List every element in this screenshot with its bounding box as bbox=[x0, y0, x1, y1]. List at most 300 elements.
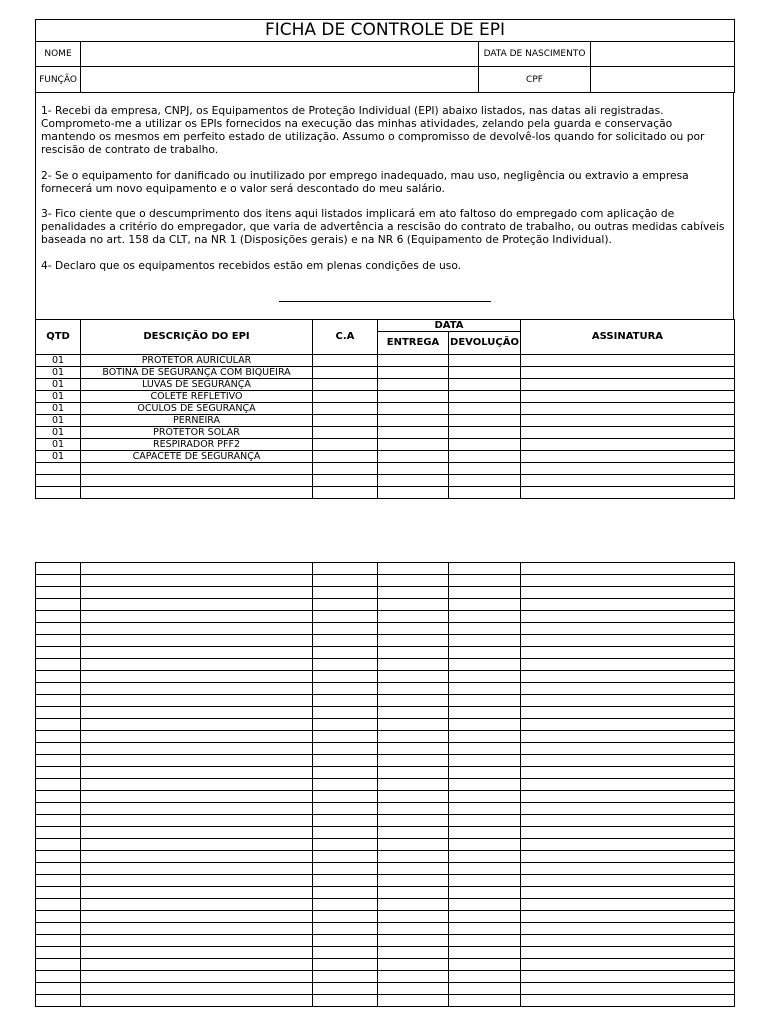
assinatura-cell[interactable] bbox=[521, 911, 735, 923]
assinatura-cell[interactable] bbox=[521, 875, 735, 887]
qtd-cell[interactable] bbox=[36, 899, 81, 911]
entrega-cell[interactable] bbox=[378, 971, 449, 983]
devolucao-cell[interactable] bbox=[449, 391, 521, 403]
descricao-cell[interactable] bbox=[81, 563, 313, 575]
devolucao-cell[interactable] bbox=[449, 355, 521, 367]
ca-cell[interactable] bbox=[313, 887, 378, 899]
entrega-cell[interactable] bbox=[378, 367, 449, 379]
descricao-cell[interactable] bbox=[81, 731, 313, 743]
entrega-cell[interactable] bbox=[378, 803, 449, 815]
entrega-cell[interactable] bbox=[378, 899, 449, 911]
qtd-cell[interactable] bbox=[36, 851, 81, 863]
cpf-field[interactable] bbox=[591, 67, 735, 93]
ca-cell[interactable] bbox=[313, 623, 378, 635]
ca-cell[interactable] bbox=[313, 463, 378, 475]
descricao-cell[interactable] bbox=[81, 487, 313, 499]
qtd-cell[interactable] bbox=[36, 575, 81, 587]
nome-field[interactable] bbox=[81, 42, 479, 67]
ca-cell[interactable] bbox=[313, 983, 378, 995]
devolucao-cell[interactable] bbox=[449, 587, 521, 599]
assinatura-cell[interactable] bbox=[521, 391, 735, 403]
devolucao-cell[interactable] bbox=[449, 623, 521, 635]
qtd-cell[interactable] bbox=[36, 487, 81, 499]
descricao-cell[interactable] bbox=[81, 827, 313, 839]
entrega-cell[interactable] bbox=[378, 599, 449, 611]
ca-cell[interactable] bbox=[313, 839, 378, 851]
ca-cell[interactable] bbox=[313, 451, 378, 463]
entrega-cell[interactable] bbox=[378, 451, 449, 463]
entrega-cell[interactable] bbox=[378, 887, 449, 899]
entrega-cell[interactable] bbox=[378, 851, 449, 863]
ca-cell[interactable] bbox=[313, 851, 378, 863]
assinatura-cell[interactable] bbox=[521, 827, 735, 839]
table-row bbox=[36, 899, 735, 911]
qtd-cell[interactable] bbox=[36, 731, 81, 743]
qtd-cell[interactable] bbox=[36, 563, 81, 575]
qtd-cell[interactable] bbox=[36, 887, 81, 899]
assinatura-cell[interactable] bbox=[521, 647, 735, 659]
qtd-cell[interactable] bbox=[36, 683, 81, 695]
descricao-cell[interactable] bbox=[81, 743, 313, 755]
entrega-cell[interactable] bbox=[378, 463, 449, 475]
entrega-cell[interactable] bbox=[378, 731, 449, 743]
qtd-cell: 01 bbox=[36, 367, 81, 379]
entrega-cell[interactable] bbox=[378, 355, 449, 367]
assinatura-cell[interactable] bbox=[521, 439, 735, 451]
entrega-cell[interactable] bbox=[378, 839, 449, 851]
assinatura-cell[interactable] bbox=[521, 611, 735, 623]
descricao-cell: LUVAS DE SEGURANÇA bbox=[81, 379, 313, 391]
descricao-cell[interactable] bbox=[81, 755, 313, 767]
table-row bbox=[36, 959, 735, 971]
table-row bbox=[36, 563, 735, 575]
assinatura-cell[interactable] bbox=[521, 463, 735, 475]
ca-cell[interactable] bbox=[313, 379, 378, 391]
assinatura-cell[interactable] bbox=[521, 487, 735, 499]
qtd-cell[interactable] bbox=[36, 959, 81, 971]
entrega-cell[interactable] bbox=[378, 743, 449, 755]
assinatura-cell[interactable] bbox=[521, 659, 735, 671]
qtd-cell: 01 bbox=[36, 391, 81, 403]
descricao-cell[interactable] bbox=[81, 599, 313, 611]
entrega-cell[interactable] bbox=[378, 635, 449, 647]
assinatura-cell[interactable] bbox=[521, 367, 735, 379]
assinatura-cell[interactable] bbox=[521, 947, 735, 959]
devolucao-cell[interactable] bbox=[449, 487, 521, 499]
descricao-cell[interactable] bbox=[81, 971, 313, 983]
devolucao-cell[interactable] bbox=[449, 695, 521, 707]
ca-cell[interactable] bbox=[313, 827, 378, 839]
devolucao-cell[interactable] bbox=[449, 367, 521, 379]
qtd-cell[interactable] bbox=[36, 475, 81, 487]
devolucao-cell[interactable] bbox=[449, 863, 521, 875]
qtd-cell[interactable] bbox=[36, 719, 81, 731]
entrega-cell[interactable] bbox=[378, 695, 449, 707]
assinatura-cell[interactable] bbox=[521, 959, 735, 971]
entrega-cell[interactable] bbox=[378, 563, 449, 575]
ca-cell[interactable] bbox=[313, 755, 378, 767]
assinatura-cell[interactable] bbox=[521, 791, 735, 803]
entrega-cell[interactable] bbox=[378, 623, 449, 635]
descricao-cell[interactable] bbox=[81, 995, 313, 1007]
qtd-cell[interactable] bbox=[36, 779, 81, 791]
descricao-cell[interactable] bbox=[81, 959, 313, 971]
qtd-cell[interactable] bbox=[36, 647, 81, 659]
devolucao-cell[interactable] bbox=[449, 947, 521, 959]
ca-cell[interactable] bbox=[313, 791, 378, 803]
devolucao-cell[interactable] bbox=[449, 719, 521, 731]
assinatura-cell[interactable] bbox=[521, 403, 735, 415]
devolucao-cell[interactable] bbox=[449, 563, 521, 575]
entrega-cell[interactable] bbox=[378, 983, 449, 995]
ca-cell[interactable] bbox=[313, 767, 378, 779]
ca-cell[interactable] bbox=[313, 635, 378, 647]
ca-cell[interactable] bbox=[313, 563, 378, 575]
ca-cell[interactable] bbox=[313, 803, 378, 815]
qtd-cell[interactable] bbox=[36, 803, 81, 815]
qtd-cell[interactable] bbox=[36, 695, 81, 707]
qtd-cell[interactable] bbox=[36, 827, 81, 839]
ca-cell[interactable] bbox=[313, 355, 378, 367]
devolucao-cell[interactable] bbox=[449, 767, 521, 779]
assinatura-cell[interactable] bbox=[521, 707, 735, 719]
entrega-cell[interactable] bbox=[378, 487, 449, 499]
ca-cell[interactable] bbox=[313, 959, 378, 971]
devolucao-cell[interactable] bbox=[449, 995, 521, 1007]
devolucao-cell[interactable] bbox=[449, 983, 521, 995]
devolucao-cell[interactable] bbox=[449, 875, 521, 887]
ca-cell[interactable] bbox=[313, 403, 378, 415]
ca-cell[interactable] bbox=[313, 935, 378, 947]
entrega-cell[interactable] bbox=[378, 647, 449, 659]
ca-cell[interactable] bbox=[313, 683, 378, 695]
assinatura-cell[interactable] bbox=[521, 475, 735, 487]
assinatura-cell[interactable] bbox=[521, 923, 735, 935]
devolucao-cell[interactable] bbox=[449, 671, 521, 683]
devolucao-cell[interactable] bbox=[449, 935, 521, 947]
assinatura-cell[interactable] bbox=[521, 599, 735, 611]
assinatura-cell[interactable] bbox=[521, 851, 735, 863]
descricao-cell[interactable] bbox=[81, 635, 313, 647]
entrega-cell[interactable] bbox=[378, 923, 449, 935]
descricao-cell[interactable] bbox=[81, 719, 313, 731]
devolucao-cell[interactable] bbox=[449, 439, 521, 451]
descricao-cell[interactable] bbox=[81, 815, 313, 827]
devolucao-cell[interactable] bbox=[449, 815, 521, 827]
descricao-cell: RESPIRADOR PFF2 bbox=[81, 439, 313, 451]
ca-cell[interactable] bbox=[313, 487, 378, 499]
devolucao-cell[interactable] bbox=[449, 755, 521, 767]
entrega-cell[interactable] bbox=[378, 947, 449, 959]
devolucao-cell[interactable] bbox=[449, 683, 521, 695]
ca-cell[interactable] bbox=[313, 599, 378, 611]
assinatura-cell[interactable] bbox=[521, 755, 735, 767]
descricao-cell[interactable] bbox=[81, 791, 313, 803]
ca-cell[interactable] bbox=[313, 427, 378, 439]
assinatura-cell[interactable] bbox=[521, 635, 735, 647]
qtd-cell[interactable] bbox=[36, 623, 81, 635]
qtd-cell[interactable] bbox=[36, 599, 81, 611]
descricao-cell[interactable] bbox=[81, 779, 313, 791]
assinatura-cell[interactable] bbox=[521, 575, 735, 587]
qtd-cell[interactable] bbox=[36, 839, 81, 851]
descricao-cell[interactable] bbox=[81, 575, 313, 587]
qtd-cell[interactable] bbox=[36, 463, 81, 475]
descricao-cell[interactable] bbox=[81, 647, 313, 659]
ca-cell[interactable] bbox=[313, 875, 378, 887]
descricao-cell[interactable] bbox=[81, 899, 313, 911]
qtd-cell: 01 bbox=[36, 403, 81, 415]
descricao-cell[interactable] bbox=[81, 683, 313, 695]
entrega-cell[interactable] bbox=[378, 587, 449, 599]
ca-cell[interactable] bbox=[313, 611, 378, 623]
ca-cell[interactable] bbox=[313, 439, 378, 451]
signature-line[interactable] bbox=[279, 301, 491, 302]
entrega-cell[interactable] bbox=[378, 779, 449, 791]
form-title: FICHA DE CONTROLE DE EPI bbox=[36, 20, 735, 42]
descricao-cell[interactable] bbox=[81, 707, 313, 719]
devolucao-cell[interactable] bbox=[449, 451, 521, 463]
devolucao-cell[interactable] bbox=[449, 971, 521, 983]
entrega-cell[interactable] bbox=[378, 415, 449, 427]
descricao-cell[interactable] bbox=[81, 983, 313, 995]
qtd-cell[interactable] bbox=[36, 863, 81, 875]
entrega-cell[interactable] bbox=[378, 755, 449, 767]
descricao-cell[interactable] bbox=[81, 659, 313, 671]
devolucao-cell[interactable] bbox=[449, 959, 521, 971]
devolucao-cell[interactable] bbox=[449, 743, 521, 755]
ca-cell[interactable] bbox=[313, 947, 378, 959]
ca-cell[interactable] bbox=[313, 707, 378, 719]
assinatura-cell[interactable] bbox=[521, 935, 735, 947]
ca-cell[interactable] bbox=[313, 743, 378, 755]
table-row bbox=[36, 671, 735, 683]
assinatura-cell[interactable] bbox=[521, 779, 735, 791]
descricao-cell[interactable] bbox=[81, 767, 313, 779]
assinatura-cell[interactable] bbox=[521, 563, 735, 575]
devolucao-cell[interactable] bbox=[449, 839, 521, 851]
ca-cell[interactable] bbox=[313, 911, 378, 923]
assinatura-cell[interactable] bbox=[521, 767, 735, 779]
descricao-cell[interactable] bbox=[81, 671, 313, 683]
header-table bbox=[35, 19, 735, 93]
devolucao-cell[interactable] bbox=[449, 415, 521, 427]
ca-cell[interactable] bbox=[313, 587, 378, 599]
entrega-cell[interactable] bbox=[378, 767, 449, 779]
ca-cell[interactable] bbox=[313, 659, 378, 671]
ca-cell[interactable] bbox=[313, 391, 378, 403]
assinatura-cell[interactable] bbox=[521, 415, 735, 427]
assinatura-cell[interactable] bbox=[521, 355, 735, 367]
qtd-cell[interactable] bbox=[36, 923, 81, 935]
descricao-cell[interactable] bbox=[81, 463, 313, 475]
ca-cell[interactable] bbox=[313, 575, 378, 587]
entrega-cell[interactable] bbox=[378, 815, 449, 827]
assinatura-cell[interactable] bbox=[521, 887, 735, 899]
descricao-cell[interactable] bbox=[81, 947, 313, 959]
descricao-cell[interactable] bbox=[81, 887, 313, 899]
table-row bbox=[36, 791, 735, 803]
entrega-cell[interactable] bbox=[378, 475, 449, 487]
assinatura-cell[interactable] bbox=[521, 623, 735, 635]
devolucao-cell[interactable] bbox=[449, 611, 521, 623]
qtd-cell[interactable] bbox=[36, 911, 81, 923]
ca-cell[interactable] bbox=[313, 779, 378, 791]
descricao-cell[interactable] bbox=[81, 475, 313, 487]
assinatura-cell[interactable] bbox=[521, 587, 735, 599]
entrega-cell[interactable] bbox=[378, 863, 449, 875]
ca-cell[interactable] bbox=[313, 367, 378, 379]
qtd-cell[interactable] bbox=[36, 791, 81, 803]
entrega-cell[interactable] bbox=[378, 611, 449, 623]
table-row bbox=[36, 439, 735, 451]
funcao-field[interactable] bbox=[81, 67, 479, 93]
ca-cell[interactable] bbox=[313, 731, 378, 743]
assinatura-cell[interactable] bbox=[521, 803, 735, 815]
entrega-cell[interactable] bbox=[378, 403, 449, 415]
ca-cell[interactable] bbox=[313, 923, 378, 935]
assinatura-cell[interactable] bbox=[521, 427, 735, 439]
assinatura-cell[interactable] bbox=[521, 671, 735, 683]
devolucao-cell[interactable] bbox=[449, 647, 521, 659]
table-row bbox=[36, 659, 735, 671]
descricao-header: DESCRIÇÃO DO EPI bbox=[81, 320, 313, 355]
entrega-cell[interactable] bbox=[378, 683, 449, 695]
devolucao-cell[interactable] bbox=[449, 475, 521, 487]
assinatura-cell[interactable] bbox=[521, 899, 735, 911]
qtd-cell[interactable] bbox=[36, 743, 81, 755]
table-row bbox=[36, 779, 735, 791]
ca-cell[interactable] bbox=[313, 995, 378, 1007]
qtd-cell[interactable] bbox=[36, 983, 81, 995]
descricao-cell[interactable] bbox=[81, 923, 313, 935]
assinatura-cell[interactable] bbox=[521, 719, 735, 731]
ca-cell[interactable] bbox=[313, 815, 378, 827]
descricao-cell[interactable] bbox=[81, 695, 313, 707]
qtd-cell[interactable] bbox=[36, 635, 81, 647]
qtd-cell[interactable] bbox=[36, 971, 81, 983]
descricao-cell[interactable] bbox=[81, 911, 313, 923]
ca-cell[interactable] bbox=[313, 671, 378, 683]
qtd-cell[interactable] bbox=[36, 755, 81, 767]
ca-cell[interactable] bbox=[313, 971, 378, 983]
entrega-cell[interactable] bbox=[378, 439, 449, 451]
entrega-cell[interactable] bbox=[378, 719, 449, 731]
devolucao-cell[interactable] bbox=[449, 911, 521, 923]
descricao-cell[interactable] bbox=[81, 863, 313, 875]
qtd-cell[interactable] bbox=[36, 707, 81, 719]
ca-cell[interactable] bbox=[313, 415, 378, 427]
devolucao-cell[interactable] bbox=[449, 803, 521, 815]
descricao-cell[interactable] bbox=[81, 851, 313, 863]
assinatura-cell[interactable] bbox=[521, 839, 735, 851]
entrega-cell[interactable] bbox=[378, 935, 449, 947]
devolucao-cell[interactable] bbox=[449, 899, 521, 911]
qtd-cell[interactable] bbox=[36, 815, 81, 827]
assinatura-cell[interactable] bbox=[521, 863, 735, 875]
descricao-cell[interactable] bbox=[81, 611, 313, 623]
table-row bbox=[36, 695, 735, 707]
descricao-cell[interactable] bbox=[81, 935, 313, 947]
descricao-cell[interactable] bbox=[81, 587, 313, 599]
assinatura-cell[interactable] bbox=[521, 971, 735, 983]
devolucao-cell[interactable] bbox=[449, 707, 521, 719]
table-row bbox=[36, 719, 735, 731]
assinatura-cell[interactable] bbox=[521, 695, 735, 707]
devolucao-cell[interactable] bbox=[449, 851, 521, 863]
table-row bbox=[36, 463, 735, 475]
devolucao-cell[interactable] bbox=[449, 923, 521, 935]
descricao-cell[interactable] bbox=[81, 839, 313, 851]
entrega-cell[interactable] bbox=[378, 791, 449, 803]
ca-cell[interactable] bbox=[313, 475, 378, 487]
devolucao-cell[interactable] bbox=[449, 779, 521, 791]
entrega-cell[interactable] bbox=[378, 671, 449, 683]
entrega-cell[interactable] bbox=[378, 575, 449, 587]
qtd-cell[interactable] bbox=[36, 659, 81, 671]
assinatura-cell[interactable] bbox=[521, 451, 735, 463]
devolucao-cell[interactable] bbox=[449, 731, 521, 743]
devolucao-cell[interactable] bbox=[449, 827, 521, 839]
qtd-cell[interactable] bbox=[36, 935, 81, 947]
entrega-cell[interactable] bbox=[378, 875, 449, 887]
assinatura-cell[interactable] bbox=[521, 815, 735, 827]
entrega-cell[interactable] bbox=[378, 427, 449, 439]
devolucao-cell[interactable] bbox=[449, 427, 521, 439]
devolucao-cell[interactable] bbox=[449, 599, 521, 611]
devolucao-cell[interactable] bbox=[449, 403, 521, 415]
entrega-cell[interactable] bbox=[378, 995, 449, 1007]
entrega-cell[interactable] bbox=[378, 911, 449, 923]
assinatura-cell[interactable] bbox=[521, 743, 735, 755]
entrega-cell[interactable] bbox=[378, 659, 449, 671]
ca-cell[interactable] bbox=[313, 647, 378, 659]
qtd-cell[interactable] bbox=[36, 767, 81, 779]
assinatura-cell[interactable] bbox=[521, 731, 735, 743]
ca-cell[interactable] bbox=[313, 695, 378, 707]
entrega-cell[interactable] bbox=[378, 959, 449, 971]
assinatura-cell[interactable] bbox=[521, 379, 735, 391]
ca-cell[interactable] bbox=[313, 899, 378, 911]
data-nascimento-field[interactable] bbox=[591, 42, 735, 67]
devolucao-cell[interactable] bbox=[449, 791, 521, 803]
devolucao-cell[interactable] bbox=[449, 635, 521, 647]
qtd-cell[interactable] bbox=[36, 995, 81, 1007]
entrega-cell[interactable] bbox=[378, 379, 449, 391]
entrega-cell[interactable] bbox=[378, 707, 449, 719]
qtd-cell[interactable] bbox=[36, 947, 81, 959]
ca-cell[interactable] bbox=[313, 719, 378, 731]
assinatura-cell[interactable] bbox=[521, 983, 735, 995]
devolucao-cell[interactable] bbox=[449, 575, 521, 587]
entrega-cell[interactable] bbox=[378, 827, 449, 839]
qtd-cell[interactable] bbox=[36, 875, 81, 887]
descricao-cell[interactable] bbox=[81, 623, 313, 635]
descricao-cell[interactable] bbox=[81, 875, 313, 887]
devolucao-cell[interactable] bbox=[449, 887, 521, 899]
assinatura-cell[interactable] bbox=[521, 995, 735, 1007]
ca-cell[interactable] bbox=[313, 863, 378, 875]
qtd-cell[interactable] bbox=[36, 611, 81, 623]
devolucao-cell[interactable] bbox=[449, 659, 521, 671]
qtd-cell[interactable] bbox=[36, 587, 81, 599]
descricao-cell[interactable] bbox=[81, 803, 313, 815]
qtd-cell[interactable] bbox=[36, 671, 81, 683]
devolucao-cell[interactable] bbox=[449, 463, 521, 475]
assinatura-cell[interactable] bbox=[521, 683, 735, 695]
devolucao-cell[interactable] bbox=[449, 379, 521, 391]
entrega-cell[interactable] bbox=[378, 391, 449, 403]
